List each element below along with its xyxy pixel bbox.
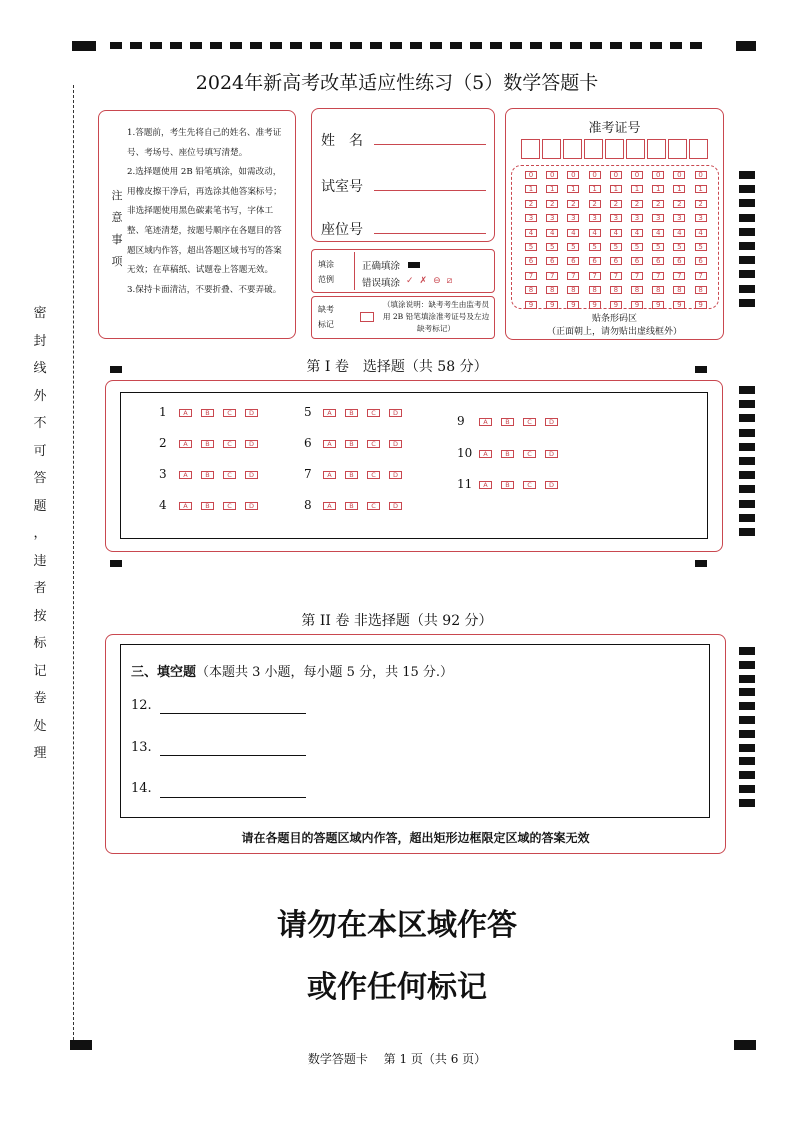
answer-option[interactable]: C — [223, 409, 236, 417]
timing-mark — [739, 471, 755, 479]
page-title: 2024年新高考改革适应性练习（5）数学答题卡 — [195, 72, 599, 94]
exam-id-bubble[interactable]: 8 — [567, 286, 579, 294]
timing-dash — [110, 42, 122, 49]
warning-line-1: 请勿在本区域作答 — [277, 908, 517, 943]
q13-label: 13. — [131, 740, 152, 755]
exam-id-bubble[interactable]: 1 — [610, 185, 622, 193]
exam-id-bubble[interactable]: 6 — [546, 257, 558, 265]
exam-id-bubble[interactable]: 9 — [525, 301, 537, 309]
fill-example-label-a: 填涂 — [318, 260, 334, 269]
answer-option[interactable]: C — [367, 471, 380, 479]
answer-option[interactable]: C — [223, 502, 236, 510]
exam-id-cell[interactable] — [584, 139, 603, 159]
question-number: 4 — [159, 498, 167, 512]
fill-example-label-b: 范例 — [318, 275, 334, 284]
exam-id-cell[interactable] — [689, 139, 708, 159]
exam-id-bubble[interactable]: 0 — [610, 171, 622, 179]
answer-option[interactable]: A — [179, 409, 192, 417]
exam-id-bubble[interactable]: 9 — [652, 301, 664, 309]
seal-char: 卷 — [33, 691, 47, 706]
timing-dash — [230, 42, 242, 49]
seal-char: 可 — [33, 443, 47, 459]
timing-dash — [390, 42, 402, 49]
timing-mark — [739, 528, 755, 536]
exam-id-bubble[interactable]: 7 — [631, 272, 643, 280]
fill-example-box — [311, 249, 495, 293]
question-number: 5 — [304, 405, 312, 419]
exam-id-bubble[interactable]: 1 — [589, 185, 601, 193]
exam-id-bubble[interactable]: 8 — [652, 286, 664, 294]
exam-id-bubble[interactable]: 7 — [652, 272, 664, 280]
timing-dash — [210, 42, 222, 49]
exam-id-bubble[interactable]: 2 — [673, 200, 685, 208]
exam-id-bubble[interactable]: 2 — [652, 200, 664, 208]
seal-char: 线 — [33, 361, 47, 376]
question-number: 3 — [159, 467, 167, 481]
answer-option[interactable]: B — [501, 418, 514, 426]
exam-id-bubble[interactable]: 1 — [525, 185, 537, 193]
absent-note: （填涂说明：缺考考生由监考员用 2B 铅笔填涂准考证号及左边缺考标记） — [382, 300, 490, 333]
seal-char: 封 — [33, 333, 47, 349]
timing-mark — [739, 799, 755, 807]
timing-mark — [739, 414, 755, 422]
q12-answer-line[interactable] — [160, 713, 306, 714]
timing-dash — [570, 42, 582, 49]
seal-char: 处 — [33, 718, 47, 734]
notice-item-3: 3.保持卡面清洁，不要折叠、不要弄破。 — [127, 284, 282, 295]
exam-id-bubble[interactable]: 1 — [631, 185, 643, 193]
exam-id-bubble[interactable]: 3 — [589, 214, 601, 222]
timing-mark — [739, 228, 755, 236]
corner-mark-tr — [736, 41, 756, 51]
timing-dash — [550, 42, 562, 49]
exam-id-bubble[interactable]: 3 — [567, 214, 579, 222]
answer-option[interactable]: D — [389, 502, 402, 510]
notice-item-2: 2.选择题使用 2B 铅笔填涂，如需改动，用橡皮擦干净后，再选涂其他答案标号；非选择题使用黑色碳素笔书写，字体工整、笔迹清楚，按题号顺序在各题目的答题区域内作答，超出答题区域书写的答案无效；在草稿纸、试题卷上答题无效。 — [127, 167, 282, 276]
absent-label-a: 缺考 — [318, 305, 334, 314]
correct-fill-label: 正确填涂 — [362, 261, 401, 272]
exam-id-bubble[interactable]: 4 — [525, 229, 537, 237]
question-number: 6 — [304, 436, 312, 450]
exam-id-bubble[interactable]: 2 — [631, 200, 643, 208]
timing-dash — [330, 42, 342, 49]
timing-dash — [410, 42, 422, 49]
answer-option[interactable]: C — [367, 409, 380, 417]
timing-mark — [739, 771, 755, 779]
exam-id-bubble[interactable]: 7 — [610, 272, 622, 280]
exam-id-cell[interactable] — [647, 139, 666, 159]
exam-id-bubble[interactable]: 4 — [610, 229, 622, 237]
timing-dash — [350, 42, 362, 49]
exam-id-bubble[interactable]: 5 — [610, 243, 622, 251]
timing-dash — [530, 42, 542, 49]
answer-option[interactable]: A — [323, 440, 336, 448]
answer-option[interactable]: D — [545, 418, 558, 426]
timing-dash — [130, 42, 142, 49]
seal-dashed-line — [73, 85, 74, 1040]
name-label: 姓 名 — [321, 133, 363, 149]
answer-option[interactable]: B — [345, 502, 358, 510]
fill-example-divider — [354, 252, 355, 290]
answer-option[interactable]: A — [179, 440, 192, 448]
exam-id-bubble[interactable]: 9 — [589, 301, 601, 309]
exam-id-bubble[interactable]: 7 — [546, 272, 558, 280]
question-number: 1 — [159, 405, 167, 419]
answer-option[interactable]: B — [345, 471, 358, 479]
seal-char: 答 — [33, 471, 47, 486]
exam-id-bubble[interactable]: 0 — [673, 171, 685, 179]
exam-id-bubble[interactable]: 0 — [631, 171, 643, 179]
timing-mark — [739, 702, 755, 710]
exam-id-bubble[interactable]: 8 — [673, 286, 685, 294]
exam-id-bubble[interactable]: 0 — [652, 171, 664, 179]
timing-mark — [739, 716, 755, 724]
notice-heading — [110, 185, 124, 273]
section1-title: 第 I 卷 选择题（共 58 分） — [306, 359, 488, 375]
seal-char: 记 — [33, 663, 47, 679]
question-number: 11 — [457, 477, 473, 491]
exam-id-bubble[interactable]: 6 — [525, 257, 537, 265]
timing-dash — [450, 42, 462, 49]
seal-char: 理 — [33, 746, 47, 761]
exam-id-bubble[interactable]: 0 — [695, 171, 707, 179]
timing-mark — [739, 199, 755, 207]
exam-id-cell[interactable] — [668, 139, 687, 159]
answer-option[interactable]: D — [245, 409, 258, 417]
corner-mark-tl — [72, 41, 96, 51]
s1-mark-bl — [110, 560, 122, 567]
question-number: 9 — [457, 414, 465, 428]
timing-mark — [739, 688, 755, 696]
exam-id-bubble[interactable]: 8 — [546, 286, 558, 294]
answer-option[interactable]: B — [201, 409, 214, 417]
exam-id-bubble[interactable]: 5 — [673, 243, 685, 251]
room-field[interactable] — [374, 190, 486, 191]
exam-id-bubble[interactable]: 3 — [525, 214, 537, 222]
exam-id-bubble[interactable]: 7 — [567, 272, 579, 280]
exam-id-cell[interactable] — [605, 139, 624, 159]
notice-heading-char: 注 — [111, 189, 123, 202]
answer-option[interactable]: D — [389, 440, 402, 448]
answer-option[interactable]: B — [201, 502, 214, 510]
exam-id-bubble[interactable]: 9 — [695, 301, 707, 309]
page-footer: 数学答题卡 第 1 页（共 6 页） — [307, 1052, 487, 1066]
correct-fill-sample — [408, 262, 420, 268]
timing-dash — [310, 42, 322, 49]
timing-mark — [739, 185, 755, 193]
question-number: 2 — [159, 436, 167, 450]
exam-id-bubble[interactable]: 3 — [610, 214, 622, 222]
answer-option[interactable]: C — [223, 440, 236, 448]
timing-dash — [590, 42, 602, 49]
timing-mark — [739, 661, 755, 669]
exam-id-bubble[interactable]: 5 — [695, 243, 707, 251]
answer-option[interactable]: B — [345, 409, 358, 417]
exam-id-bubble[interactable]: 4 — [567, 229, 579, 237]
timing-dash — [370, 42, 382, 49]
q12-label: 12. — [131, 698, 152, 713]
timing-mark — [739, 730, 755, 738]
answer-option[interactable]: B — [501, 481, 514, 489]
exam-id-cell[interactable] — [563, 139, 582, 159]
exam-id-bubble[interactable]: 3 — [673, 214, 685, 222]
corner-mark-br — [734, 1040, 756, 1050]
exam-id-bubble[interactable]: 9 — [610, 301, 622, 309]
exam-id-bubble[interactable]: 2 — [546, 200, 558, 208]
exam-id-bubble[interactable]: 8 — [610, 286, 622, 294]
answer-option[interactable]: A — [479, 418, 492, 426]
wrong-fill-label: 错误填涂 — [362, 278, 401, 289]
exam-id-bubble[interactable]: 9 — [631, 301, 643, 309]
q13-answer-line[interactable] — [160, 755, 306, 756]
timing-mark — [739, 214, 755, 222]
question-number: 7 — [304, 467, 312, 481]
notice-heading-char: 意 — [111, 211, 123, 224]
exam-id-bubble[interactable]: 1 — [695, 185, 707, 193]
exam-id-bubble[interactable]: 4 — [546, 229, 558, 237]
q14-answer-line[interactable] — [160, 797, 306, 798]
timing-dash — [150, 42, 162, 49]
exam-id-bubble[interactable]: 7 — [589, 272, 601, 280]
seal-char: ， — [33, 526, 47, 541]
answer-option[interactable]: A — [323, 471, 336, 479]
exam-id-bubble[interactable]: 7 — [525, 272, 537, 280]
exam-id-bubble[interactable]: 6 — [695, 257, 707, 265]
seal-char: 密 — [33, 306, 47, 321]
notice-heading-char: 项 — [111, 255, 123, 268]
fill-section-head: 三、填空题 — [131, 665, 197, 680]
answer-option[interactable]: C — [367, 502, 380, 510]
seal-char: 违 — [33, 553, 47, 569]
timing-mark — [739, 647, 755, 655]
exam-id-bubble[interactable]: 2 — [567, 200, 579, 208]
absent-label-b: 标记 — [318, 320, 334, 329]
answer-option[interactable]: D — [545, 481, 558, 489]
exam-id-bubble[interactable]: 9 — [567, 301, 579, 309]
q14-label: 14. — [131, 781, 152, 796]
exam-id-bubble[interactable]: 3 — [546, 214, 558, 222]
exam-id-bubble[interactable]: 3 — [631, 214, 643, 222]
timing-mark — [739, 457, 755, 465]
timing-dash — [170, 42, 182, 49]
fill-section-desc: （本题共 3 小题，每小题 5 分，共 15 分.） — [196, 665, 454, 680]
exam-id-bubble[interactable]: 3 — [695, 214, 707, 222]
exam-id-bubble[interactable]: 7 — [673, 272, 685, 280]
exam-id-bubble[interactable]: 5 — [525, 243, 537, 251]
seal-char: 者 — [33, 581, 47, 596]
notice-item-1: 1.答题前，考生先将自己的姓名、准考证号、考场号、座位号填写清楚。 — [127, 128, 282, 158]
exam-id-bubble[interactable]: 5 — [567, 243, 579, 251]
answer-option[interactable]: D — [545, 450, 558, 458]
timing-mark — [739, 270, 755, 278]
answer-option[interactable]: A — [323, 502, 336, 510]
question-number: 10 — [457, 445, 473, 460]
answer-option[interactable]: C — [523, 450, 536, 458]
exam-id-bubble[interactable]: 2 — [610, 200, 622, 208]
timing-mark — [739, 485, 755, 493]
exam-id-bubble[interactable]: 2 — [589, 200, 601, 208]
boundary-note: 请在各题目的答题区域内作答，超出矩形边框限定区域的答案无效 — [241, 831, 590, 845]
timing-mark — [739, 500, 755, 508]
exam-id-bubble[interactable]: 8 — [631, 286, 643, 294]
answer-option[interactable]: D — [245, 471, 258, 479]
notice-items — [127, 124, 285, 300]
answer-option[interactable]: C — [367, 440, 380, 448]
answer-option[interactable]: B — [501, 450, 514, 458]
wrong-fill-samples: ✓✗⊖⧄ — [406, 276, 459, 286]
timing-dash — [690, 42, 702, 49]
exam-id-bubble[interactable]: 8 — [525, 286, 537, 294]
timing-dash — [290, 42, 302, 49]
exam-id-bubble[interactable]: 3 — [652, 214, 664, 222]
answer-option[interactable]: B — [201, 440, 214, 448]
timing-dash — [650, 42, 662, 49]
exam-id-bubble[interactable]: 6 — [610, 257, 622, 265]
answer-option[interactable]: D — [245, 440, 258, 448]
answer-option[interactable]: D — [389, 409, 402, 417]
answer-option[interactable]: A — [479, 450, 492, 458]
exam-id-bubble[interactable]: 2 — [525, 200, 537, 208]
exam-id-bubble[interactable]: 4 — [673, 229, 685, 237]
seat-label: 座位号 — [321, 222, 363, 238]
exam-id-bubble[interactable]: 0 — [589, 171, 601, 179]
exam-id-bubble[interactable]: 1 — [567, 185, 579, 193]
exam-id-bubble[interactable]: 4 — [652, 229, 664, 237]
seat-field[interactable] — [374, 233, 486, 234]
answer-option[interactable]: A — [323, 409, 336, 417]
timing-dash — [610, 42, 622, 49]
absent-checkbox[interactable] — [360, 312, 374, 322]
seal-char: 不 — [33, 416, 47, 431]
exam-id-bubble[interactable]: 6 — [631, 257, 643, 265]
exam-id-bubble[interactable]: 9 — [546, 301, 558, 309]
timing-dash — [470, 42, 482, 49]
s1-mark-br — [695, 560, 707, 567]
answer-option[interactable]: C — [523, 418, 536, 426]
timing-mark — [739, 744, 755, 752]
timing-dash — [250, 42, 262, 49]
exam-id-bubble[interactable]: 4 — [631, 229, 643, 237]
fill-section-heading — [131, 661, 453, 680]
timing-mark — [739, 443, 755, 451]
timing-dash — [190, 42, 202, 49]
timing-mark — [739, 785, 755, 793]
exam-id-cell[interactable] — [626, 139, 645, 159]
exam-id-bubble[interactable]: 9 — [673, 301, 685, 309]
exam-id-bubble[interactable]: 4 — [589, 229, 601, 237]
exam-id-title: 准考证号 — [588, 121, 641, 136]
seal-char: 按 — [33, 608, 47, 624]
seal-char: 题 — [33, 498, 47, 514]
timing-dash — [510, 42, 522, 49]
exam-id-bubble[interactable]: 1 — [673, 185, 685, 193]
exam-id-bubble[interactable]: 6 — [652, 257, 664, 265]
section2-title: 第 II 卷 非选择题（共 92 分） — [301, 613, 493, 629]
barcode-label: 贴条形码区 — [591, 314, 637, 324]
timing-mark — [739, 675, 755, 683]
timing-dash — [430, 42, 442, 49]
timing-mark — [739, 400, 755, 408]
exam-id-bubble[interactable]: 0 — [567, 171, 579, 179]
exam-id-bubble[interactable]: 5 — [631, 243, 643, 251]
exam-id-bubble[interactable]: 5 — [546, 243, 558, 251]
answer-option[interactable]: A — [179, 502, 192, 510]
exam-id-bubble[interactable]: 1 — [652, 185, 664, 193]
answer-option[interactable]: D — [245, 502, 258, 510]
timing-mark — [739, 299, 755, 307]
answer-option[interactable]: D — [389, 471, 402, 479]
timing-mark — [739, 171, 755, 179]
exam-id-bubble[interactable]: 6 — [567, 257, 579, 265]
barcode-note: （正面朝上，请勿贴出虚线框外） — [546, 327, 682, 337]
exam-id-cell[interactable] — [521, 139, 540, 159]
answer-option[interactable]: A — [179, 471, 192, 479]
exam-id-bubble[interactable]: 0 — [525, 171, 537, 179]
exam-id-bubble[interactable]: 6 — [589, 257, 601, 265]
timing-mark — [739, 256, 755, 264]
notice-heading-char: 事 — [111, 233, 123, 246]
exam-id-bubble[interactable]: 4 — [695, 229, 707, 237]
exam-id-bubble[interactable]: 0 — [546, 171, 558, 179]
timing-mark — [739, 386, 755, 394]
seal-char: 标 — [33, 636, 47, 651]
exam-id-bubble[interactable]: 1 — [546, 185, 558, 193]
answer-option[interactable]: B — [201, 471, 214, 479]
timing-mark — [739, 429, 755, 437]
answer-option[interactable]: B — [345, 440, 358, 448]
answer-option[interactable]: C — [223, 471, 236, 479]
timing-mark — [739, 242, 755, 250]
seal-char: 外 — [33, 388, 47, 404]
name-field[interactable] — [374, 144, 486, 145]
answer-option[interactable]: C — [523, 481, 536, 489]
timing-dash — [670, 42, 682, 49]
exam-id-cell[interactable] — [542, 139, 561, 159]
timing-dash — [270, 42, 282, 49]
exam-id-bubble[interactable]: 5 — [652, 243, 664, 251]
timing-mark — [739, 757, 755, 765]
exam-id-bubble[interactable]: 6 — [673, 257, 685, 265]
exam-id-bubble[interactable]: 8 — [695, 286, 707, 294]
room-label: 试室号 — [321, 179, 363, 195]
question-number: 8 — [304, 498, 312, 512]
answer-option[interactable]: A — [479, 481, 492, 489]
warning-line-2: 或作任何标记 — [307, 970, 487, 1005]
exam-id-bubble[interactable]: 7 — [695, 272, 707, 280]
exam-id-bubble[interactable]: 5 — [589, 243, 601, 251]
timing-mark — [739, 514, 755, 522]
exam-id-bubble[interactable]: 8 — [589, 286, 601, 294]
timing-dash — [630, 42, 642, 49]
timing-mark — [739, 285, 755, 293]
timing-dash — [490, 42, 502, 49]
corner-mark-bl — [70, 1040, 92, 1050]
exam-id-bubble[interactable]: 2 — [695, 200, 707, 208]
